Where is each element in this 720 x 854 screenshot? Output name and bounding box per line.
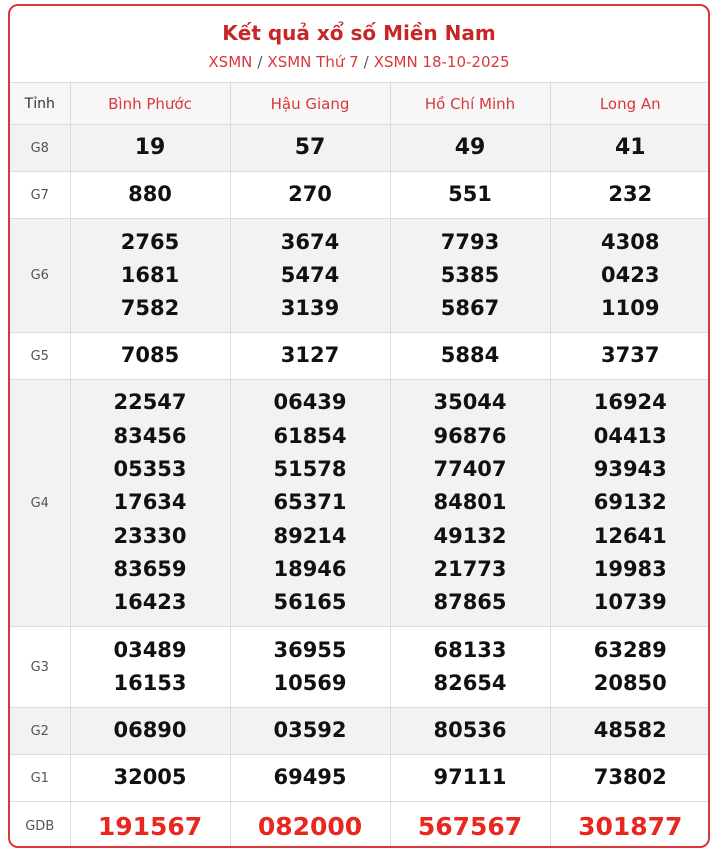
province-header-binh-phuoc[interactable]: Bình Phước (70, 83, 230, 125)
prize-number: 63289 (593, 637, 667, 662)
breadcrumb-separator: / (257, 53, 263, 71)
prize-number: 10739 (593, 590, 667, 615)
prize-number: 2765 (120, 229, 180, 254)
prize-number: 19 (134, 135, 166, 161)
result-cell (550, 802, 710, 849)
breadcrumb-xsmn[interactable]: XSMN (208, 53, 253, 71)
result-cell (390, 333, 550, 380)
prize-row-g3 (10, 627, 710, 708)
prize-number: 0423 (601, 262, 660, 287)
prize-row-g5 (10, 333, 710, 380)
result-cell (390, 627, 550, 708)
result-cell (230, 380, 390, 627)
prize-number: 1681 (120, 262, 180, 287)
prize-number: 48582 (593, 718, 667, 743)
prize-number: 68133 (433, 637, 507, 662)
result-cell (550, 627, 710, 708)
result-cell (230, 755, 390, 802)
result-cell (550, 125, 710, 172)
result-cell (390, 125, 550, 172)
special-prize-number: 301877 (578, 811, 683, 841)
prize-number: 16153 (113, 671, 187, 695)
result-cell (550, 333, 710, 380)
prize-number: 89214 (273, 523, 347, 548)
prize-number: 18946 (273, 556, 347, 581)
prize-number: 87865 (433, 590, 507, 615)
prize-number: 23330 (113, 523, 187, 548)
prize-label: G8 (10, 125, 70, 172)
prize-number: 49132 (433, 523, 507, 548)
prize-number: 06890 (113, 718, 187, 743)
results-table (10, 82, 710, 848)
result-cell (70, 172, 230, 219)
prize-number: 880 (128, 182, 172, 207)
prize-number: 05353 (113, 457, 187, 482)
prize-number: 96876 (433, 423, 507, 448)
special-prize-number: 567567 (417, 811, 523, 841)
prize-number: 16924 (593, 390, 667, 415)
result-cell (550, 708, 710, 755)
prize-number: 5884 (440, 343, 500, 368)
result-cell (230, 172, 390, 219)
result-cell (390, 172, 550, 219)
prize-label: G5 (10, 333, 70, 380)
result-cell (230, 219, 390, 333)
result-cell (230, 333, 390, 380)
prize-number: 56165 (273, 590, 347, 615)
special-prize-number: 191567 (97, 811, 203, 841)
prize-number: 77407 (433, 457, 507, 482)
result-cell (70, 755, 230, 802)
prize-row-g4 (10, 380, 710, 627)
special-prize-number: 082000 (257, 811, 363, 841)
province-header-hau-giang[interactable]: Hậu Giang (230, 83, 390, 125)
prize-number: 51578 (273, 457, 347, 482)
result-cell (70, 125, 230, 172)
prize-number: 84801 (433, 490, 507, 515)
province-header-ho-chi-minh[interactable]: Hồ Chí Minh (390, 83, 550, 125)
result-cell (70, 627, 230, 708)
result-cell (70, 380, 230, 627)
prize-number: 5474 (280, 262, 340, 287)
prize-label: G6 (10, 219, 70, 333)
prize-number: 97111 (433, 765, 507, 790)
prize-number: 3139 (280, 296, 340, 321)
prize-number: 83456 (113, 423, 187, 448)
prize-row-gdb (10, 802, 710, 849)
prize-label: GDB (10, 802, 70, 849)
result-cell (70, 802, 230, 849)
prize-number: 551 (448, 182, 492, 207)
prize-number: 03489 (113, 637, 187, 662)
prize-number: 7582 (120, 296, 180, 321)
province-column-label: Tỉnh (10, 83, 70, 125)
prize-number: 32005 (113, 765, 187, 790)
province-header-row (10, 83, 710, 125)
province-header-long-an[interactable]: Long An (550, 83, 710, 125)
prize-number: 73802 (593, 765, 667, 790)
prize-label: G3 (10, 627, 70, 708)
prize-number: 12641 (593, 523, 667, 548)
prize-number: 5385 (440, 262, 500, 287)
prize-number: 270 (288, 182, 332, 207)
prize-number: 06439 (273, 390, 347, 415)
prize-number: 22547 (113, 390, 187, 415)
result-cell (390, 755, 550, 802)
prize-number: 3737 (601, 343, 660, 368)
prize-number: 69495 (273, 765, 347, 790)
prize-number: 65371 (273, 490, 347, 515)
result-cell (230, 125, 390, 172)
result-cell (550, 755, 710, 802)
prize-row-g1 (10, 755, 710, 802)
result-cell (230, 627, 390, 708)
prize-label: G4 (10, 380, 70, 627)
result-cell (230, 802, 390, 849)
result-cell (70, 219, 230, 333)
prize-number: 41 (614, 135, 646, 161)
result-cell (70, 333, 230, 380)
prize-number: 19983 (593, 556, 667, 581)
result-cell (390, 708, 550, 755)
prize-row-g2 (10, 708, 710, 755)
result-cell (230, 708, 390, 755)
prize-number: 82654 (433, 671, 507, 695)
prize-number: 5867 (440, 296, 500, 321)
result-cell (390, 219, 550, 333)
prize-label: G1 (10, 755, 70, 802)
prize-number: 57 (294, 135, 326, 161)
result-cell (70, 708, 230, 755)
prize-label: G7 (10, 172, 70, 219)
page-title: Kết quả xổ số Miền Nam (222, 21, 496, 45)
prize-number: 17634 (113, 490, 187, 515)
result-cell (550, 172, 710, 219)
prize-number: 21773 (433, 556, 507, 581)
breadcrumb-separator: / (363, 53, 369, 71)
result-cell (390, 802, 550, 849)
prize-number: 36955 (273, 637, 347, 662)
prize-number: 80536 (433, 718, 507, 743)
prize-number: 49 (454, 135, 486, 161)
breadcrumb-xsmn-thu-7[interactable]: XSMN Thứ 7 (267, 53, 359, 71)
prize-number: 20850 (593, 671, 667, 695)
prize-number: 4308 (601, 229, 660, 254)
result-cell (390, 380, 550, 627)
prize-number: 3674 (280, 229, 340, 254)
prize-number: 7085 (120, 343, 180, 368)
prize-label: G2 (10, 708, 70, 755)
prize-number: 1109 (601, 296, 660, 321)
prize-row-g6 (10, 219, 710, 333)
prize-number: 61854 (273, 423, 347, 448)
prize-row-g7 (10, 172, 710, 219)
prize-number: 03592 (273, 718, 347, 743)
prize-number: 04413 (593, 423, 667, 448)
prize-number: 16423 (113, 590, 187, 615)
prize-number: 232 (608, 182, 653, 207)
prize-number: 7793 (440, 229, 500, 254)
result-cell (550, 380, 710, 627)
prize-number: 3127 (280, 343, 340, 368)
prize-number: 69132 (593, 490, 667, 515)
prize-number: 83659 (113, 556, 187, 581)
prize-number: 35044 (433, 390, 507, 415)
prize-number: 93943 (593, 457, 667, 482)
results-header (10, 6, 708, 82)
breadcrumb-xsmn-date[interactable]: XSMN 18-10-2025 (373, 53, 510, 71)
prize-number: 10569 (273, 671, 347, 695)
result-cell (550, 219, 710, 333)
prize-row-g8 (10, 125, 710, 172)
results-panel (8, 4, 710, 848)
breadcrumb (10, 52, 708, 72)
